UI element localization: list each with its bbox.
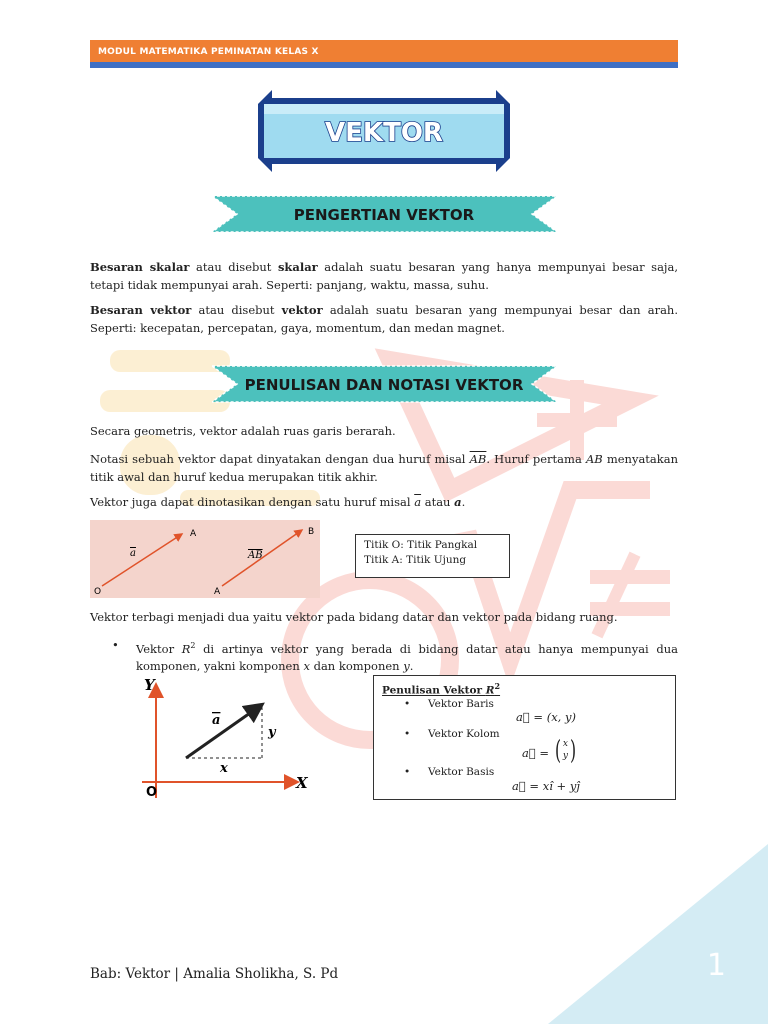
vector-label-ab: AB	[248, 550, 263, 561]
component-y-label: y	[268, 725, 276, 740]
section-heading-notation: PENULISAN DAN NOTASI VEKTOR	[244, 376, 524, 394]
notation-item-row: • Vektor Baris	[404, 698, 494, 710]
title-banner-text: VEKTOR	[325, 118, 443, 148]
column-vector-formula: a⃗ = ( x y)	[522, 736, 577, 766]
y-axis-label: Y	[144, 676, 155, 694]
notation-item-column: • Vektor Kolom	[404, 728, 500, 740]
r2-notation-box	[373, 675, 676, 800]
header-bar	[90, 40, 678, 68]
origin-label: O	[146, 785, 158, 800]
point-label-a-start: A	[214, 587, 221, 597]
single-letter-notation: Vektor juga dapat dinotasikan dengan satu huruf misal $\overline{a}$ atau a.	[90, 495, 466, 509]
point-def-end: Titik A: Titik Ujung	[364, 554, 467, 566]
title-banner	[258, 90, 510, 172]
component-x-label: x	[220, 761, 228, 776]
two-letter-notation: Notasi sebuah vektor dapat dinyatakan dengan dua huruf misal $\overline{AB}$. Huruf pertama AB menyatakan titik awal dan huruf kedua merupakan titik akhir.	[90, 452, 679, 484]
point-label-b: B	[308, 527, 315, 537]
notation-item-basis: • Vektor Basis	[404, 766, 495, 778]
point-def-start: Titik O: Titik Pangkal	[364, 539, 478, 551]
cartesian-diagram	[120, 672, 330, 804]
scalar-definition: Besaran skalar atau disebut skalar adalah suatu besaran yang hanya mempunyai besar saja, tetapi tidak mempunyai arah. Seperti: panjang, waktu, massa, suhu.	[90, 260, 679, 292]
section-ribbon-notation	[212, 364, 557, 404]
point-label-a-end: A	[190, 529, 197, 539]
geometric-definition: Secara geometris, vektor adalah ruas garis berarah.	[90, 424, 396, 438]
section-ribbon-definition	[212, 194, 557, 234]
corner-decoration	[548, 844, 768, 1024]
header-title: MODUL MATEMATIKA PEMINATAN KELAS X	[98, 47, 319, 57]
footer-text: Bab: Vektor | Amalia Sholikha, S. Pd	[90, 966, 339, 982]
vector-figure	[90, 520, 320, 598]
point-label-o: O	[94, 587, 102, 597]
row-vector-formula: a⃗ = (x, y)	[516, 710, 576, 724]
cartesian-vector-label: a	[212, 713, 221, 728]
vector-types-text: Vektor terbagi menjadi dua yaitu vektor pada bidang datar dan vektor pada bidang ruang.	[90, 610, 618, 624]
section-heading-definition: PENGERTIAN VEKTOR	[293, 206, 475, 224]
page-number: 1	[706, 948, 726, 983]
point-definition-box	[355, 534, 510, 578]
vector-definition: Besaran vektor atau disebut vektor adalah suatu besaran yang mempunyai besar dan arah. Seperti: kecepatan, percepatan, gaya, momentum, dan medan magnet.	[90, 303, 678, 335]
notation-box-title: Penulisan Vektor $R^2$	[382, 681, 501, 697]
vector-label-a: a	[130, 548, 136, 559]
x-axis-label: X	[296, 774, 308, 792]
basis-vector-formula: a⃗ = xî + yĵ	[512, 779, 580, 793]
